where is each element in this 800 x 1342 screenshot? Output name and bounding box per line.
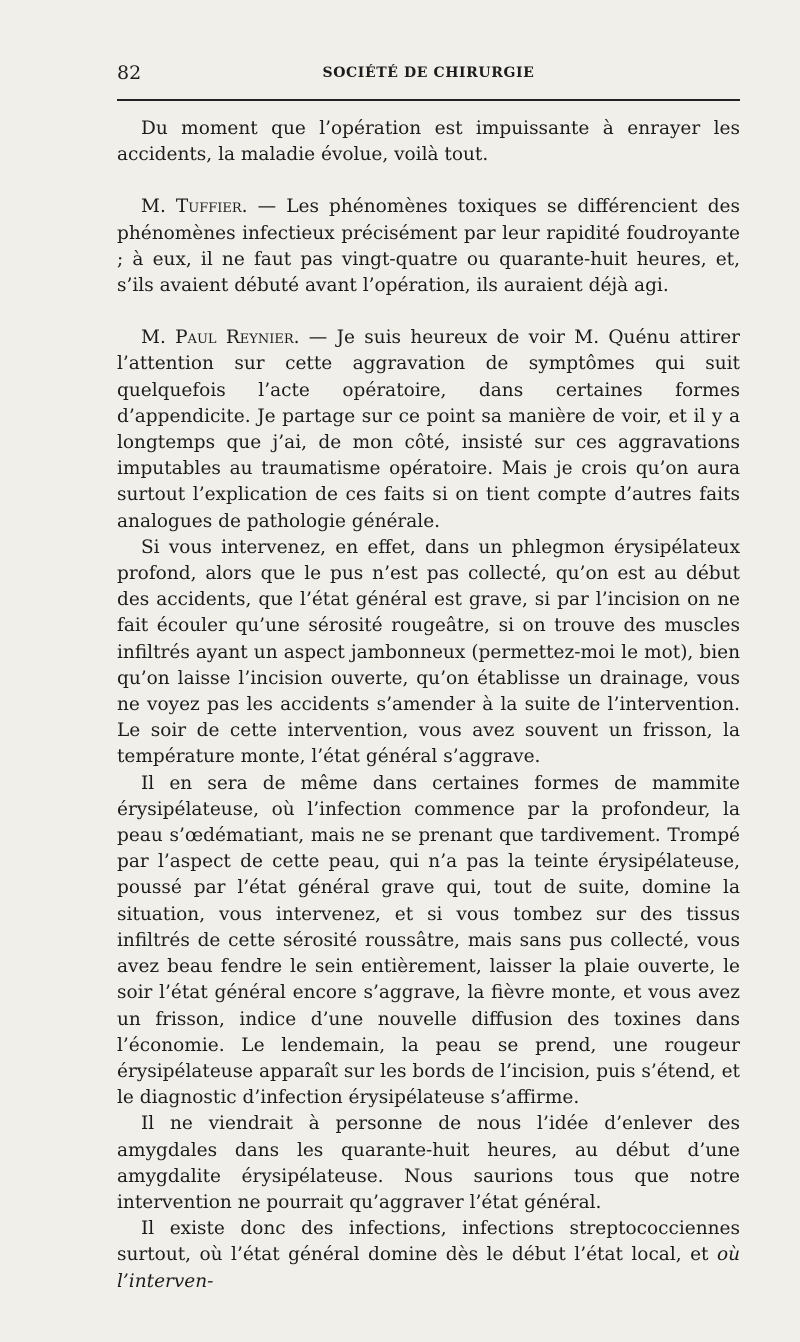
paragraph-6: Il ne viendrait à personne de nous l’idée d’enlever des amygdales dans les quarante-huit heures, au début d’une amygdalite érysipélateuse. Nous saurions tous que notre intervention ne pourrait qu’aggraver l’état général. bbox=[117, 1113, 740, 1213]
running-title: SOCIÉTÉ DE CHIRURGIE bbox=[322, 65, 535, 81]
paragraph-2 bbox=[117, 194, 740, 299]
paragraph-5: Il en sera de même dans certaines formes de mammite érysipélateuse, où l’infection commence par la profondeur, la peau s’œdématiant, mais ne se prenant que tardivement. Trompé par l’aspect de cette peau, qui n’a pas la teinte érysipélateuse, poussé par l’état général grave qui, tout de suite, domine la situation, vous intervenez, et si vous tombez sur des tissus infiltrés de cette sérosité roussâtre, mais sans pus collecté, vous avez beau fendre le sein entièrement, laisser la plaie ouverte, le soir l’état général encore s’aggrave, la fièvre monte, et vous avez un frisson, indice d’une nouvelle diffusion des toxines dans l’économie. Le lendemain, la peau se prend, une rougeur érysipélateuse apparaît sur les bords de l’incision, puis s’étend, et le diagnostic d’infection érysipélateuse s’affirme. bbox=[117, 772, 740, 1109]
paragraph-7 bbox=[117, 1216, 740, 1295]
header-rule bbox=[117, 99, 740, 101]
paragraph-7-text: Il existe donc des infections, infections streptococciennes surtout, où l’état général domine dès le début l’état local, et bbox=[117, 1218, 740, 1266]
paragraph-3 bbox=[117, 325, 740, 535]
paragraph-7-italic: où l’interven- bbox=[117, 1244, 740, 1292]
speaker-tuffier: M. Tuffier. bbox=[141, 196, 248, 218]
page-number: 82 bbox=[117, 62, 142, 84]
paragraph-4: Si vous intervenez, en effet, dans un phlegmon érysipélateux profond, alors que le pus n’est pas collecté, qu’on est au début des accidents, que l’état général est grave, si par l’incision on ne fait écouler qu’une sérosité rougeâtre, si on trouve des muscles infiltrés ayant un aspect jambonneux (permettez-moi le mot), bien qu’on laisse l’incision ouverte, qu’on établisse un drainage, vous ne voyez pas les accidents s’amender à la suite de l’intervention. Le soir de cette intervention, vous avez souvent un frisson, la température monte, l’état général s’aggrave. bbox=[117, 536, 740, 768]
body-text bbox=[117, 116, 740, 1295]
speaker-reynier: M. Paul Reynier. bbox=[141, 327, 300, 349]
paragraph-1: Du moment que l’opération est impuissante à enrayer les accidents, la maladie évolue, voilà tout. bbox=[117, 118, 740, 166]
page-header bbox=[117, 62, 740, 86]
paragraph-2-text: — Les phénomènes toxiques se différencient des phénomènes infectieux précisément par leur rapidité foudroyante ; à eux, il ne faut pas vingt-quatre ou quarante-huit heures, et, s’ils avaient débuté avant l’opération, ils auraient déjà agi. bbox=[117, 196, 740, 297]
paragraph-3-text: — Je suis heureux de voir M. Quénu attirer l’attention sur cette aggravation de symptômes qui suit quelquefois l’acte opératoire, dans certaines formes d’appendicite. Je partage sur ce point sa manière de voir, et il y a longtemps que j’ai, de mon côté, insisté sur ces aggravations imputables au traumatisme opératoire. Mais je crois qu’on aura surtout l’explication de ces faits si on tient compte d’autres faits analogues de pathologie générale. bbox=[117, 327, 740, 532]
